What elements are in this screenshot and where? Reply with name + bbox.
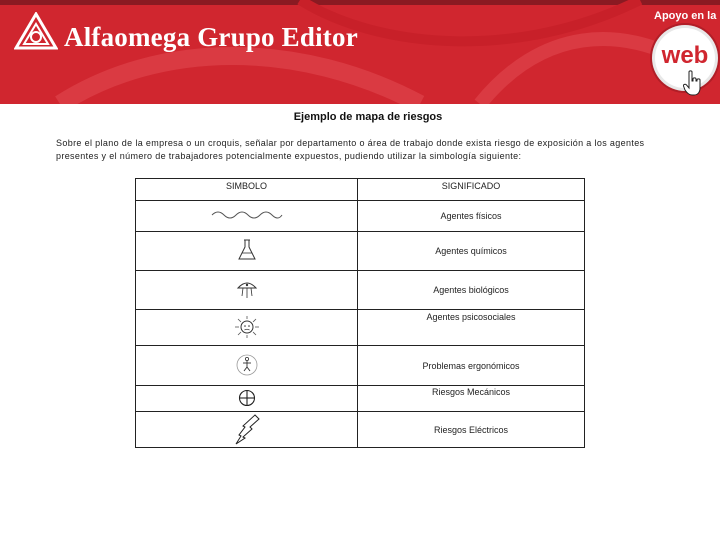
wave-icon [210,208,284,222]
column-header-meaning: SIGNIFICADO [358,179,585,201]
web-support-label: Apoyo en la [654,10,717,22]
meaning-cell: Agentes químicos [358,232,585,271]
table-row [136,412,585,448]
symbol-cell [136,346,358,386]
meaning-cell [358,310,585,346]
meaning-cell: Agentes biológicos [358,271,585,310]
alfaomega-logo-icon [14,12,58,50]
symbol-cell [136,412,358,448]
table-row [136,310,585,346]
table-row [136,232,585,271]
table-row [136,271,585,310]
microbe-icon [235,278,259,300]
table-row [136,201,585,232]
table-header-row [136,179,585,201]
meaning-cell: Problemas ergonómicos [358,346,585,386]
hand-cursor-icon [683,70,703,96]
risk-symbol-table [135,178,585,448]
symbol-cell [136,386,358,412]
symbol-cell [136,310,358,346]
meaning-cell: Riesgos Eléctricos [358,412,585,448]
meaning-cell [358,386,585,412]
symbol-cell [136,232,358,271]
flask-icon [237,238,257,262]
header-banner [0,0,720,104]
brand-name: Alfaomega Grupo Editor [64,22,358,52]
page-title: Ejemplo de mapa de riesgos [293,111,443,123]
crossed-circle-icon [236,389,258,407]
meaning-text: Riesgos Mecánicos [431,387,511,397]
symbol-cell [136,271,358,310]
web-label: web [661,42,709,69]
stress-face-icon [230,314,264,340]
table-row [136,386,585,412]
column-header-symbol: SIMBOLO [136,179,358,201]
table-row [136,346,585,386]
symbol-cell [136,201,358,232]
ergonomic-figure-icon [234,352,260,378]
intro-paragraph: Sobre el plano de la empresa o un croquis, señalar por departamento o área de trabajo donde exista riesgo de exposición a los agentes presentes y el número de trabajadores potencialmente expuestos, pudiendo utilizar la simbología siguiente: [56,138,645,161]
meaning-text: Agentes psicosociales [426,312,516,322]
meaning-cell: Agentes físicos [358,201,585,232]
lightning-icon [233,413,261,445]
